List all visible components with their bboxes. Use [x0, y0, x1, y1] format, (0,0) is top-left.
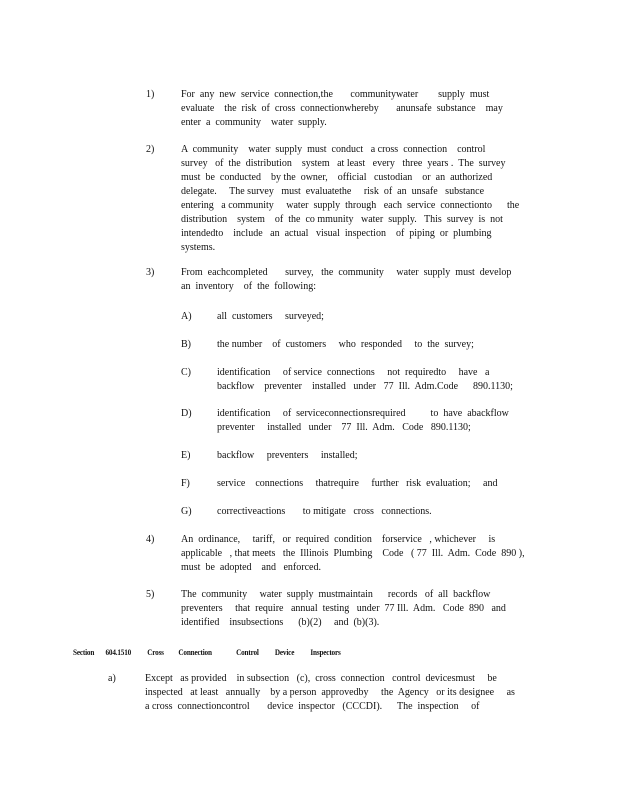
item-text [217, 338, 537, 352]
text-line: For any new service connection,the communitywater supply must [181, 89, 490, 100]
item-number: 1) [146, 89, 155, 100]
item-text [217, 449, 537, 463]
item-text [217, 310, 537, 324]
text-line: identification of serviceconnectionsrequired to have abackflow [217, 408, 509, 419]
text-line: systems. [181, 242, 216, 253]
item-text [181, 143, 541, 255]
text-line: applicable , that meets the Illinois Plumbing Code ( 77 Ill. Adm. Code 890 ), [181, 548, 525, 559]
item-number: C) [181, 367, 191, 378]
item-number: E) [181, 450, 191, 461]
text-line: evaluate the risk of cross connectionwhereby anunsafe substance may [181, 103, 503, 114]
item-number: 4) [146, 534, 155, 545]
text-line: a cross connectioncontrol device inspector (CCCDI). The inspection of [145, 701, 480, 712]
item-number: G) [181, 506, 192, 517]
text-line: correctiveactions to mitigate cross connections. [217, 506, 432, 517]
item-number: B) [181, 339, 191, 350]
text-line: intendedto include an actual visual inspection of piping or plumbing [181, 228, 492, 239]
item-text [181, 533, 541, 575]
item-text [181, 266, 541, 294]
text-line: must be adopted and enforced. [181, 562, 321, 573]
text-line: entering a community water supply through each service connectionto the [181, 200, 520, 211]
item-number: 2) [146, 144, 155, 155]
item-number: A) [181, 311, 192, 322]
text-line: From eachcompleted survey, the community water supply must develop [181, 267, 512, 278]
text-line: preventer installed under 77 Ill. Adm. Code 890.1130; [217, 422, 471, 433]
text-line: the number of customers who responded to the survey; [217, 339, 474, 350]
text-line: delegate. The survey must evaluatethe risk of an unsafe substance [181, 186, 485, 197]
item-number: 5) [146, 589, 155, 600]
text-line: backflow preventer installed under 77 Ill. Adm.Code 890.1130; [217, 381, 513, 392]
text-line: distribution system of the co mmunity water supply. This survey is not [181, 214, 503, 225]
text-line: inspected at least annually by a person approvedby the Agency or its designee as [145, 687, 515, 698]
item-number: 3) [146, 267, 155, 278]
item-number: D) [181, 408, 192, 419]
item-text [217, 407, 537, 435]
text-line: service connections thatrequire further risk evaluation; and [217, 478, 498, 489]
item-text [181, 88, 541, 130]
text-line: all customers surveyed; [217, 311, 324, 322]
text-line: survey of the distribution system at least every three years . The survey [181, 158, 506, 169]
text-line: an inventory of the following: [181, 281, 316, 292]
item-text [217, 477, 537, 491]
text-line: The community water supply mustmaintain records of all backflow [181, 589, 491, 600]
text-line: enter a community water supply. [181, 117, 327, 128]
item-text [145, 672, 535, 714]
item-text [181, 588, 541, 630]
text-line: Except as provided in subsection (c), cross connection control devicesmust be [145, 673, 497, 684]
text-line: identified insubsections (b)(2) and (b)(3). [181, 617, 380, 628]
text-line: preventers that require annual testing under 77 Ill. Adm. Code 890 and [181, 603, 506, 614]
text-line: A community water supply must conduct a cross connection control [181, 144, 486, 155]
section-heading: Section 604.1510 Cross Connection Control Device Inspectors [73, 648, 341, 657]
item-number: F) [181, 478, 190, 489]
item-text [217, 505, 537, 519]
item-number: a) [108, 673, 116, 684]
text-line: must be conducted by the owner, official custodian or an authorized [181, 172, 493, 183]
text-line: An ordinance, tariff, or required condition forservice , whichever is [181, 534, 496, 545]
text-line: backflow preventers installed; [217, 450, 358, 461]
text-line: identification of service connections not requiredto have a [217, 367, 490, 378]
item-text [217, 366, 537, 394]
